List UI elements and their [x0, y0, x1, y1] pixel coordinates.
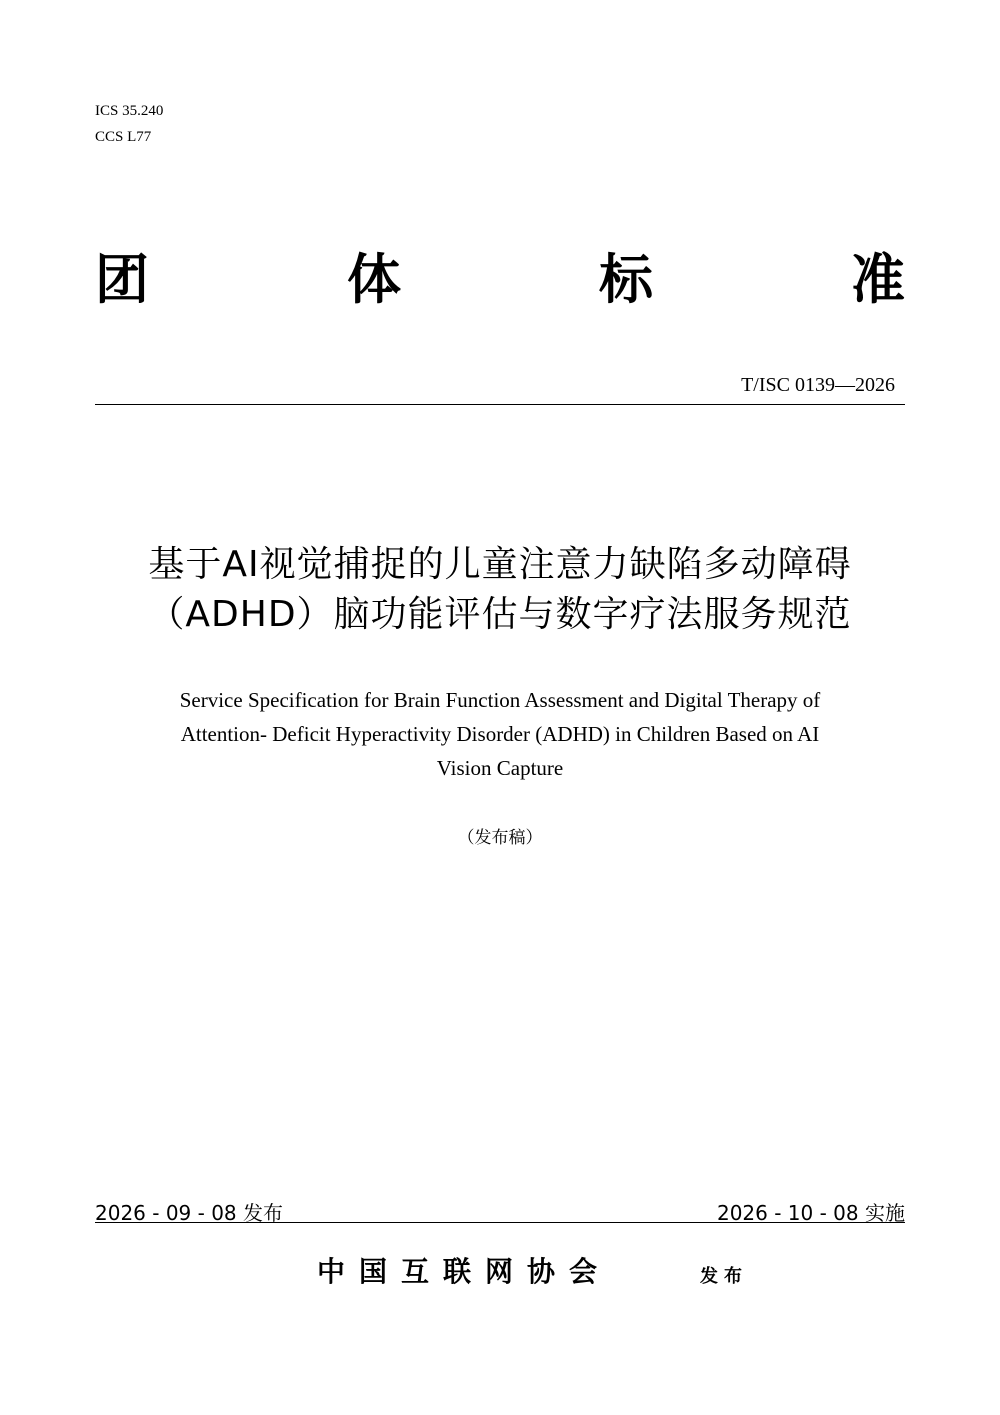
english-title-line: Attention‑ Deficit Hyperactivity Disorder (ADHD) in Children Based on AI — [180, 722, 820, 746]
ccs-code: CCS L77 — [95, 129, 152, 145]
ics-code: ICS 35.240 — [95, 103, 164, 119]
standard-type-char: 团 — [95, 246, 149, 311]
issue-label: 发布 — [700, 1266, 748, 1287]
chinese-title-line: 基于AI视觉捕捉的儿童注意力缺陷多动障碍 — [148, 544, 852, 585]
chinese-title-line: （ADHD）脑功能评估与数字疗法服务规范 — [148, 594, 852, 635]
standard-number: T/ISC 0139—2026 — [741, 374, 895, 396]
draft-label: （发布稿） — [457, 828, 543, 848]
top-divider — [95, 404, 905, 405]
bottom-divider — [95, 1222, 905, 1223]
chinese-title — [60, 540, 940, 640]
english-title — [110, 683, 890, 785]
english-title-line: Vision Capture — [436, 756, 564, 780]
classification-codes — [95, 98, 163, 150]
standard-type-char: 标 — [599, 246, 653, 311]
standard-type-char: 体 — [347, 246, 401, 311]
english-title-line: Service Specification for Brain Function Assessment and Digital Therapy of — [179, 688, 821, 712]
issuer-name: 中国互联网协会 — [317, 1255, 612, 1288]
implement-date: 2026 - 10 - 08 实施 — [716, 1201, 905, 1225]
publish-date: 2026 - 09 - 08 发布 — [95, 1201, 284, 1225]
standard-type-char: 准 — [851, 246, 905, 311]
standard-type-heading — [95, 240, 905, 310]
